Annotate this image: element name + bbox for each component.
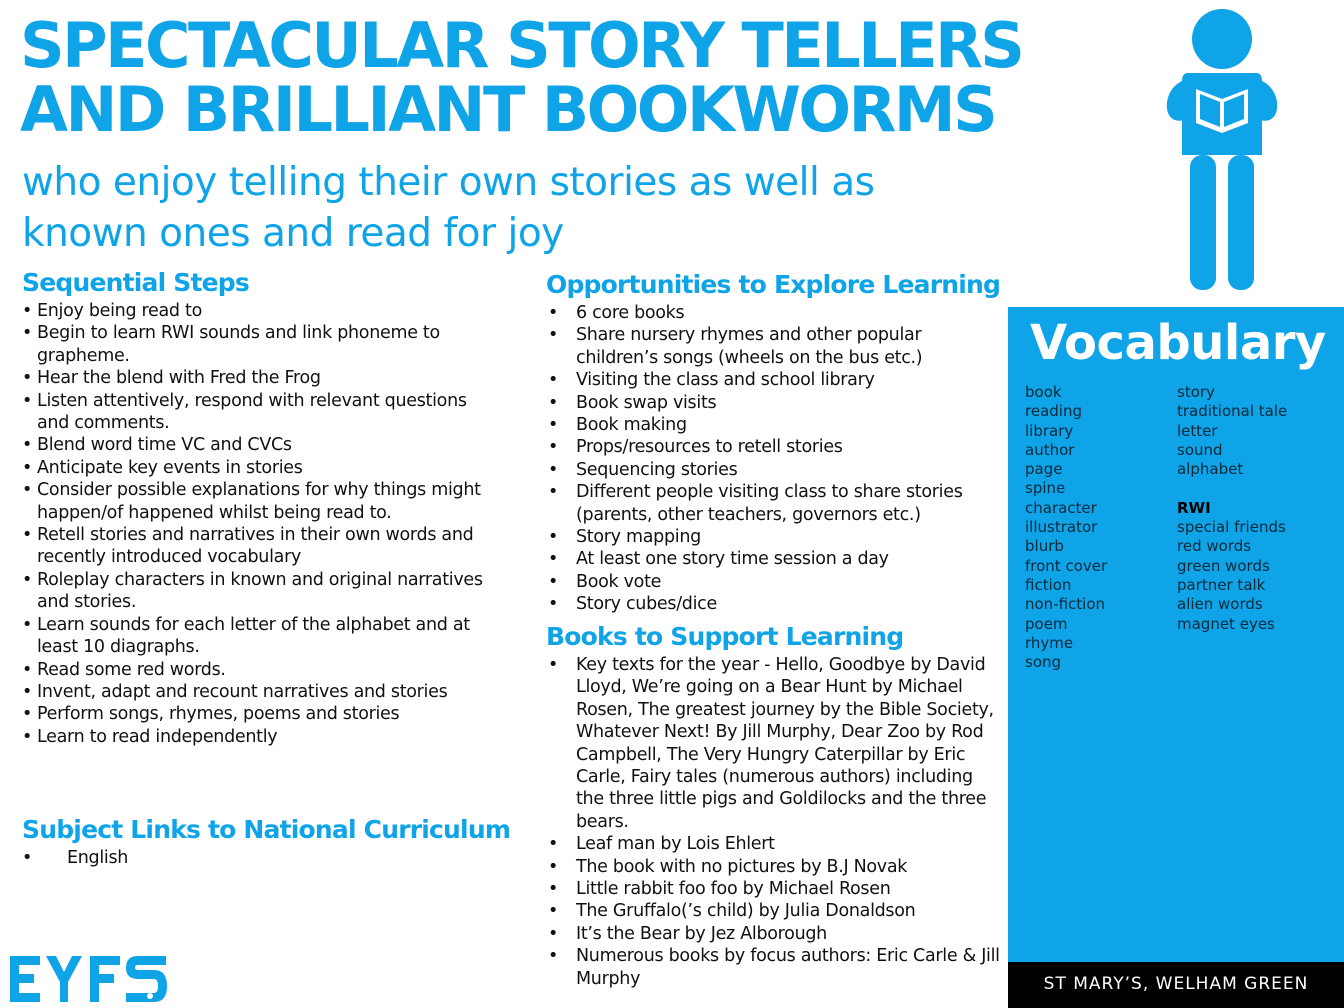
subtitle-line-2: known ones and read for joy <box>22 211 564 256</box>
step-item: • Hear the blend with Fred the Frog <box>20 367 495 389</box>
vocabulary-word: story <box>1177 383 1215 401</box>
vocabulary-word: author <box>1025 440 1075 459</box>
vocabulary-word: reading <box>1025 402 1082 421</box>
vocabulary-word: letter <box>1177 421 1218 440</box>
rwi-word: alien words <box>1177 595 1263 614</box>
rwi-heading: RWI <box>1177 498 1211 517</box>
vocabulary-column-2 <box>1177 383 1287 634</box>
vocabulary-word: sound <box>1177 440 1223 459</box>
subject-links-heading: Subject Links to National Curriculum <box>22 815 511 844</box>
books-list <box>546 654 1001 990</box>
opportunity-item: • Book making <box>546 414 1001 436</box>
person-reading-icon <box>1150 5 1290 295</box>
opportunity-item: • Book vote <box>546 571 1001 593</box>
opportunities-heading: Opportunities to Explore Learning <box>546 270 1001 299</box>
vocabulary-word: rhyme <box>1025 633 1074 652</box>
page-title <box>20 9 1180 146</box>
opportunity-item: • Visiting the class and school library <box>546 369 1001 391</box>
vocabulary-word: library <box>1025 421 1074 440</box>
vocabulary-word: character <box>1025 498 1097 517</box>
vocabulary-word: traditional tale <box>1177 402 1288 421</box>
step-item: • Perform songs, rhymes, poems and stories <box>20 703 495 725</box>
opportunity-item: • Story mapping <box>546 526 1001 548</box>
vocabulary-spacer <box>1177 479 1287 498</box>
vocabulary-word: song <box>1025 653 1062 672</box>
opportunities-list <box>546 302 1001 616</box>
vocabulary-word: front cover <box>1025 556 1108 575</box>
step-item: • Roleplay characters in known and original narratives and stories. <box>20 569 495 614</box>
step-item: • Consider possible explanations for why things might happen/of happened whilst being read to. <box>20 479 495 524</box>
school-name: ST MARY’S, WELHAM GREEN <box>1043 974 1309 994</box>
vocabulary-word: illustrator <box>1025 518 1098 537</box>
rwi-word: green words <box>1177 556 1270 575</box>
book-item: • Key texts for the year - Hello, Goodbye by David Lloyd, We’re going on a Bear Hunt by Michael Rosen, The greatest journey by the Bible Society, Whatever Next! By Jill Murphy, Dear Zoo by Rod Campbell, The Very Hungry Caterpillar by Eric Carle, Fairy tales (numerous authors) including the three little pigs and Goldilocks and the three bears. <box>546 654 1001 833</box>
opportunity-item: • Sequencing stories <box>546 459 1001 481</box>
subtitle-line-1: who enjoy telling their own stories as well as <box>22 160 875 205</box>
vocabulary-word: book <box>1025 383 1062 401</box>
vocabulary-word: spine <box>1025 479 1066 498</box>
opportunity-item: • Story cubes/dice <box>546 593 1001 615</box>
title-line-2: AND BRILLIANT BOOKWORMS <box>20 73 996 146</box>
vocabulary-column-1 <box>1025 383 1107 672</box>
step-item: • Learn to read independently <box>20 726 495 748</box>
opportunity-item: • At least one story time session a day <box>546 548 1001 570</box>
step-item: • Retell stories and narratives in their own words and recently introduced vocabulary <box>20 524 495 569</box>
books-heading: Books to Support Learning <box>546 622 904 651</box>
opportunity-item: • Share nursery rhymes and other popular children’s songs (wheels on the bus etc.) <box>546 324 1001 369</box>
step-item: • Invent, adapt and recount narratives and stories <box>20 681 495 703</box>
subject-links-list <box>20 847 420 869</box>
eyfs-logo-icon <box>8 952 170 1006</box>
opportunity-item: • Different people visiting class to share stories (parents, other teachers, governors etc.) <box>546 481 1001 526</box>
rwi-word: special friends <box>1177 518 1286 537</box>
opportunity-item: • Props/resources to retell stories <box>546 436 1001 458</box>
subject-link-item: • English <box>20 847 420 869</box>
title-line-1: SPECTACULAR STORY TELLERS <box>20 9 1023 82</box>
vocabulary-word: blurb <box>1025 537 1064 556</box>
school-footer <box>1008 962 1344 1008</box>
book-item: • The Gruffalo(’s child) by Julia Donaldson <box>546 900 1001 922</box>
book-item: • It’s the Bear by Jez Alborough <box>546 923 1001 945</box>
step-item: • Read some red words. <box>20 659 495 681</box>
book-item: • The book with no pictures by B.J Novak <box>546 856 1001 878</box>
opportunity-item: • Book swap visits <box>546 392 1001 414</box>
vocabulary-word: non-fiction <box>1025 595 1106 614</box>
book-item: • Numerous books by focus authors: Eric Carle & Jill Murphy <box>546 945 1001 990</box>
opportunity-item: • 6 core books <box>546 302 1001 324</box>
vocabulary-word: fiction <box>1025 575 1072 594</box>
vocabulary-panel <box>1008 307 1344 962</box>
step-item: • Begin to learn RWI sounds and link phoneme to grapheme. <box>20 322 495 367</box>
step-item: • Listen attentively, respond with relevant questions and comments. <box>20 390 495 435</box>
step-item: • Blend word time VC and CVCs <box>20 434 495 456</box>
step-item: • Learn sounds for each letter of the alphabet and at least 10 diagraphs. <box>20 614 495 659</box>
rwi-word: partner talk <box>1177 575 1266 594</box>
vocabulary-word: alphabet <box>1177 460 1244 479</box>
book-item: • Leaf man by Lois Ehlert <box>546 833 1001 855</box>
rwi-word: red words <box>1177 537 1252 556</box>
sequential-steps-list <box>20 300 495 748</box>
page-subtitle <box>22 157 1002 259</box>
sequential-steps-heading: Sequential Steps <box>22 268 249 297</box>
vocabulary-word: poem <box>1025 614 1068 633</box>
step-item: • Anticipate key events in stories <box>20 457 495 479</box>
book-item: • Little rabbit foo foo by Michael Rosen <box>546 878 1001 900</box>
vocabulary-heading: Vocabulary <box>1030 315 1326 371</box>
vocabulary-word: page <box>1025 460 1063 479</box>
step-item: • Enjoy being read to <box>20 300 495 322</box>
rwi-word: magnet eyes <box>1177 614 1275 633</box>
